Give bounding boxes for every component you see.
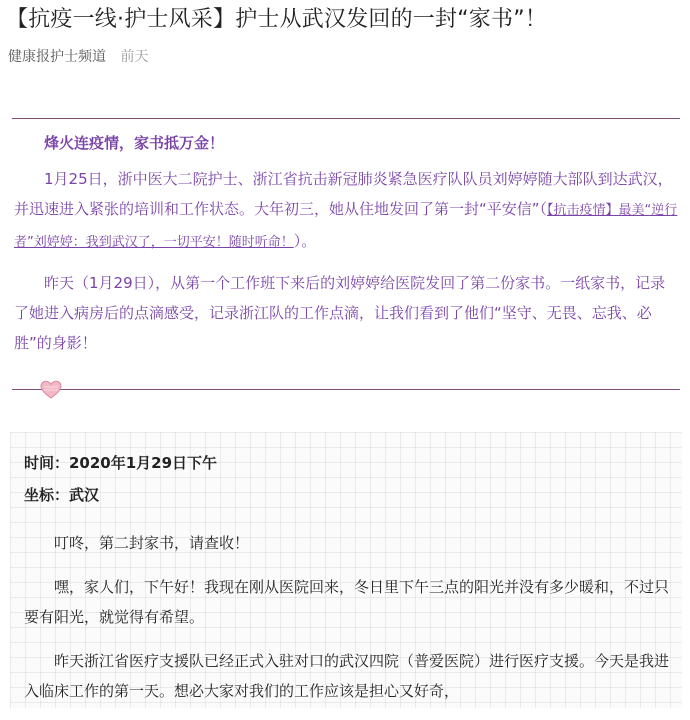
divider-bottom [12, 389, 680, 390]
letter-paragraph-3: 昨天浙江省医疗支援队已经正式入驻对口的武汉四院（普爱医院）进行医疗支援。今天是我进入临床工作的第一天。想必大家对我们的工作应该是担心又好奇， [24, 652, 670, 700]
intro-paragraph-2: 昨天（1月29日），从第一个工作班下来后的刘婷婷给医院发回了第二份家书。一纸家书，记录了她进入病房后的点滴感受，记录浙江队的工作点滴，让我们看到了他们“坚守、无畏、忘我、必胜”的身影！ [14, 274, 666, 352]
divider-top [12, 118, 680, 119]
article-meta [8, 46, 148, 68]
intro-paragraph-1-end: ）。 [293, 232, 317, 250]
intro-section [14, 128, 678, 368]
letter-time: 时间：2020年1月29日下午 [24, 454, 218, 472]
source-link[interactable]: 健康报护士频道 [8, 49, 106, 65]
letter-paragraph-2: 嘿，家人们，下午好！我现在刚从医院回来，冬日里下午三点的阳光并没有多少暖和，不过只要有阳光，就觉得有希望。 [24, 578, 670, 626]
letter-paragraph-1: 叮咚，第二封家书，请查收！ [54, 534, 250, 552]
heart-icon [40, 380, 62, 400]
first-letter-link[interactable]: 【抗击疫情】最美“逆行者”刘婷婷：我到武汉了，一切平安！随时听命！ [14, 203, 678, 250]
intro-paragraph-1 [14, 164, 678, 258]
intro-lead: 烽火连疫情，家书抵万金！ [44, 134, 225, 152]
letter-location: 坐标：武汉 [24, 486, 100, 504]
letter-body [24, 448, 674, 720]
article-title: 【抗疫一线·护士风采】护士从武汉发回的一封“家书”！ [6, 7, 547, 32]
publish-time: 前天 [120, 49, 149, 65]
intro-paragraph-1-text: 1月25日，浙中医大二院护士、浙江省抗击新冠肺炎紧急医疗队队员刘婷婷随大部队到达武汉，并迅速进入紧张的培训和工作状态。大年初三，她从住地发回了第一封“平安信”（ [14, 170, 673, 218]
